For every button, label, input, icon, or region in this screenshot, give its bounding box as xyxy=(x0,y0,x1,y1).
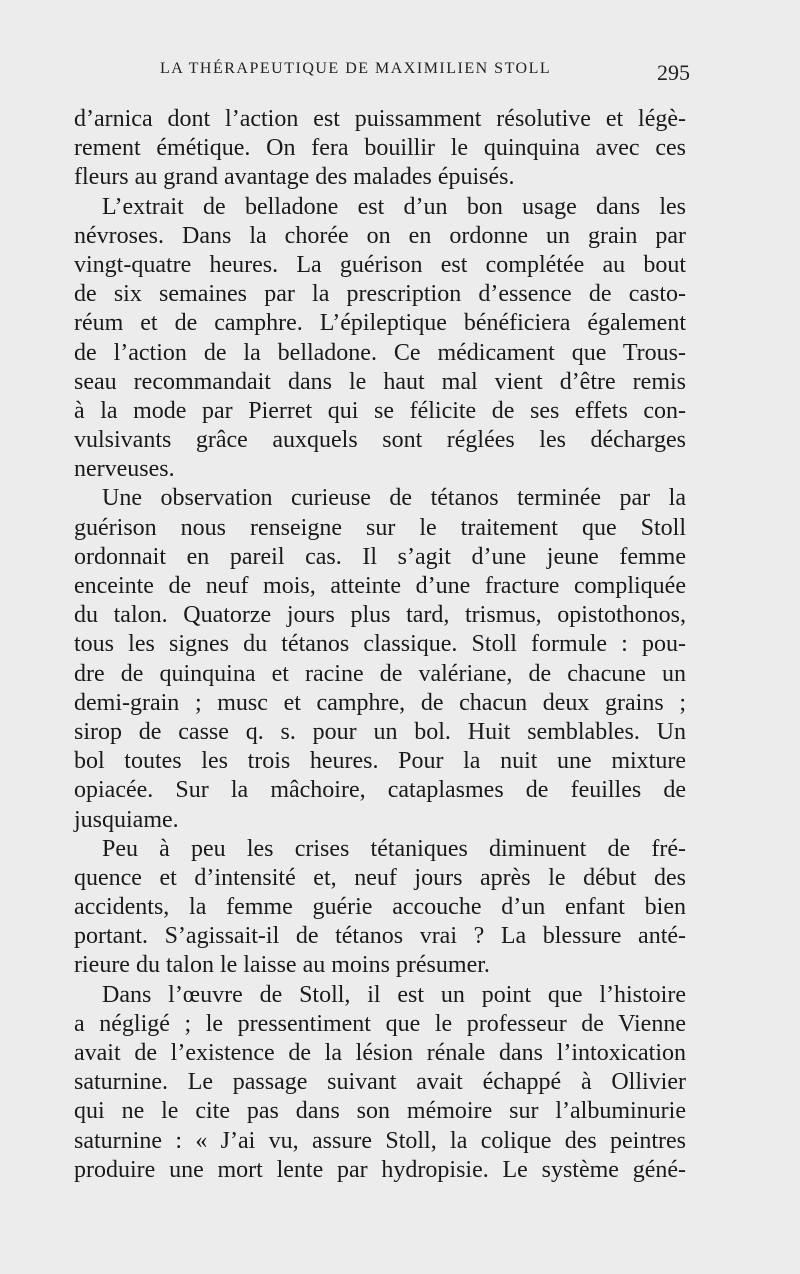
text-line: ordonnait en pareil cas. Il s’agit d’une jeune femme xyxy=(74,543,686,570)
text-line: réum et de camphre. L’épileptique bénéficiera également xyxy=(74,310,686,337)
text-line: guérison nous renseigne sur le traitement que Stoll xyxy=(74,514,686,541)
page-number: 295 xyxy=(657,60,690,85)
text-line: à la mode par Pierret qui se félicite de ses effets con- xyxy=(74,397,686,424)
text-line: de l’action de la belladone. Ce médicament que Trous- xyxy=(74,339,686,366)
text-line: dre de quinquina et racine de valériane, de chacune un xyxy=(74,660,686,687)
running-head xyxy=(160,60,690,90)
text-line: L’extrait de belladone est d’un bon usage dans les xyxy=(102,193,686,220)
text-line: saturnine. Le passage suivant avait échappé à Ollivier xyxy=(74,1069,686,1096)
text-line: qui ne le cite pas dans son mémoire sur l’albuminurie xyxy=(74,1098,686,1125)
text-line: vingt-quatre heures. La guérison est complétée au bout xyxy=(74,251,686,278)
text-line: d’arnica dont l’action est puissamment résolutive et légè- xyxy=(74,106,686,132)
text-line: Une observation curieuse de tétanos terminée par la xyxy=(102,485,686,512)
text-line: sirop de casse q. s. pour un bol. Huit semblables. Un xyxy=(74,718,686,745)
text-line: fleurs au grand avantage des malades épuisés. xyxy=(74,164,515,191)
text-line: a négligé ; le pressentiment que le professeur de Vienne xyxy=(74,1010,686,1037)
text-line: enceinte de neuf mois, atteinte d’une fracture compliquée xyxy=(74,573,686,599)
text-line: accidents, la femme guérie accouche d’un enfant bien xyxy=(74,894,686,921)
text-line: Peu à peu les crises tétaniques diminuent de fré- xyxy=(102,835,686,862)
text-line: avait de l’existence de la lésion rénale dans l’intoxication xyxy=(74,1040,686,1066)
text-line: vulsivants grâce auxquels sont réglées les décharges xyxy=(74,427,686,454)
text-line: du talon. Quatorze jours plus tard, trismus, opistothonos, xyxy=(74,602,686,629)
text-line: opiacée. Sur la mâchoire, cataplasmes de feuilles de xyxy=(74,777,686,804)
body-text xyxy=(74,105,686,1185)
text-line: portant. S’agissait-il de tétanos vrai ? La blessure anté- xyxy=(74,923,686,950)
text-line: rieure du talon le laisse au moins présumer. xyxy=(74,952,490,979)
text-line: seau recommandait dans le haut mal vient d’être remis xyxy=(74,368,686,395)
text-line: tous les signes du tétanos classique. Stoll formule : pou- xyxy=(74,631,686,658)
text-line: nerveuses. xyxy=(74,456,175,483)
running-title: LA THÉRAPEUTIQUE DE MAXIMILIEN STOLL xyxy=(160,60,552,77)
text-line: demi-grain ; musc et camphre, de chacun deux grains ; xyxy=(74,689,686,716)
text-line: de six semaines par la prescription d’essence de casto- xyxy=(74,281,686,308)
text-line: saturnine : « J’ai vu, assure Stoll, la colique des peintres xyxy=(74,1127,686,1154)
text-line: Dans l’œuvre de Stoll, il est un point que l’histoire xyxy=(102,981,686,1008)
text-line: quence et d’intensité et, neuf jours après le début des xyxy=(74,864,686,891)
text-line: bol toutes les trois heures. Pour la nuit une mixture xyxy=(74,748,686,775)
text-line: névroses. Dans la chorée on en ordonne un grain par xyxy=(74,222,686,249)
text-line: rement émétique. On fera bouillir le quinquina avec ces xyxy=(74,135,686,162)
text-line: jusquiame. xyxy=(74,806,179,833)
text-line: produire une mort lente par hydropisie. Le système géné- xyxy=(74,1156,686,1183)
